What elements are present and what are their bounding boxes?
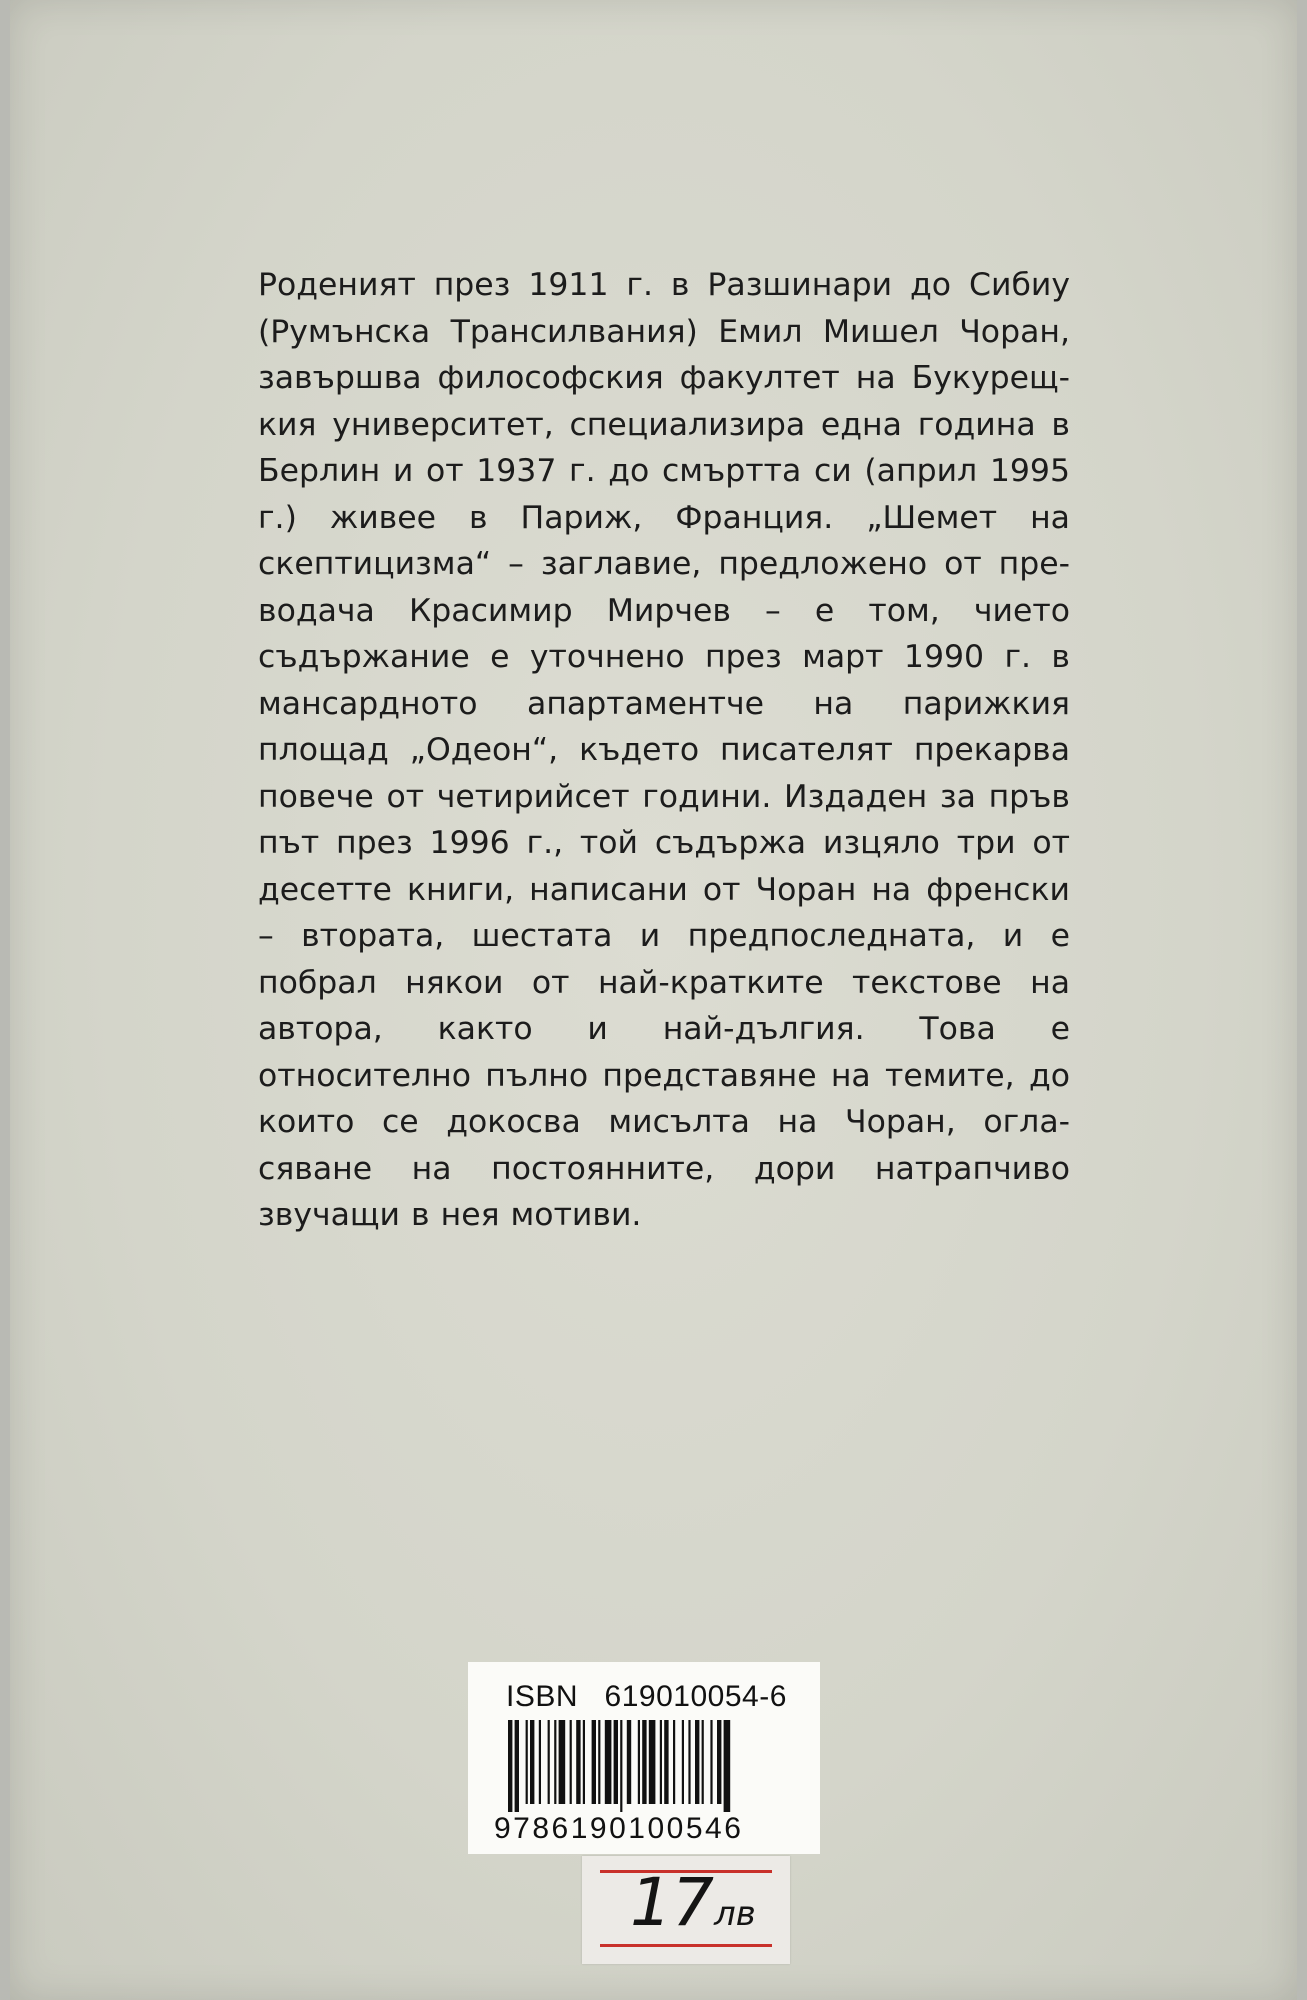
barcode-bar (710, 1720, 712, 1804)
barcode-bar (605, 1720, 612, 1804)
barcode-bar (649, 1720, 656, 1804)
price-unit: лв (713, 1894, 756, 1934)
barcode-bar (638, 1720, 640, 1804)
barcode-bar (539, 1720, 541, 1804)
barcode-bar (583, 1720, 585, 1804)
barcode-bar (598, 1720, 600, 1804)
barcode-bar (688, 1720, 690, 1804)
barcode-bar (614, 1720, 618, 1804)
barcode-bar (660, 1720, 662, 1804)
barcode-bar (682, 1720, 684, 1804)
book-back-cover (10, 0, 1297, 2000)
barcode-bar (554, 1720, 556, 1804)
barcode-bar (526, 1720, 528, 1804)
barcode-bar (717, 1720, 721, 1804)
barcode-bars (508, 1720, 788, 1812)
barcode-bar (548, 1720, 550, 1804)
price-sticker (582, 1856, 790, 1964)
price-amount: 17 (630, 1864, 714, 1941)
barcode-label (468, 1662, 820, 1854)
barcode-bar (570, 1720, 572, 1804)
book-description: Роденият през 1911 г. в Разшинари до Сибиу (Румънска Трансилвания) Емил Мишел Чоран, завършва философския факултет на Букурещкия университет, специализира една година в Берлин и от 1937 г. до смъртта си (април 1995 г.) живее в Париж, Франция. „Шемет на скептицизма“ – заглавие, предложено от преводача Красимир Мирчев – е том, чието съдържание е уточнено през март 1990 г. в мансардното апартаментче на парижкия площад „Одеон“, където писателят прекарва повече от четирийсет години. Издаден за пръв път през 1996 г., той съдържа изцяло три от десетте книги, написани от Чоран на френски – втората, шестата и предпоследната, и е побрал някои от най-кратките текстове на автора, както и най-дългия. Това е относително пълно представяне на темите, до които се докосва мисълта на Чоран, огласяване на постоянните, дори натрапчиво звучащи в нея мотиви. (258, 267, 1070, 1233)
price (630, 1864, 756, 1941)
barcode-bar (642, 1720, 646, 1804)
barcode-bar (530, 1720, 534, 1804)
barcode-bar (559, 1720, 566, 1804)
barcode-bar (508, 1720, 512, 1812)
barcode-bar (515, 1720, 519, 1812)
barcode-bar (702, 1720, 704, 1804)
barcode-bar (627, 1720, 631, 1804)
barcode-bar (592, 1720, 596, 1804)
barcode-bar (673, 1720, 675, 1804)
isbn-label: ISBN (506, 1680, 579, 1713)
isbn-number: 619010054-6 (604, 1680, 787, 1713)
barcode-bar (576, 1720, 580, 1804)
isbn-line (506, 1680, 787, 1714)
barcode-bar (620, 1720, 622, 1812)
barcode-bar (664, 1720, 668, 1804)
price-bottom-line (600, 1944, 772, 1947)
barcode-bar (724, 1720, 731, 1812)
ean-number: 9786190100546 (494, 1812, 744, 1845)
barcode-bar (695, 1720, 699, 1804)
